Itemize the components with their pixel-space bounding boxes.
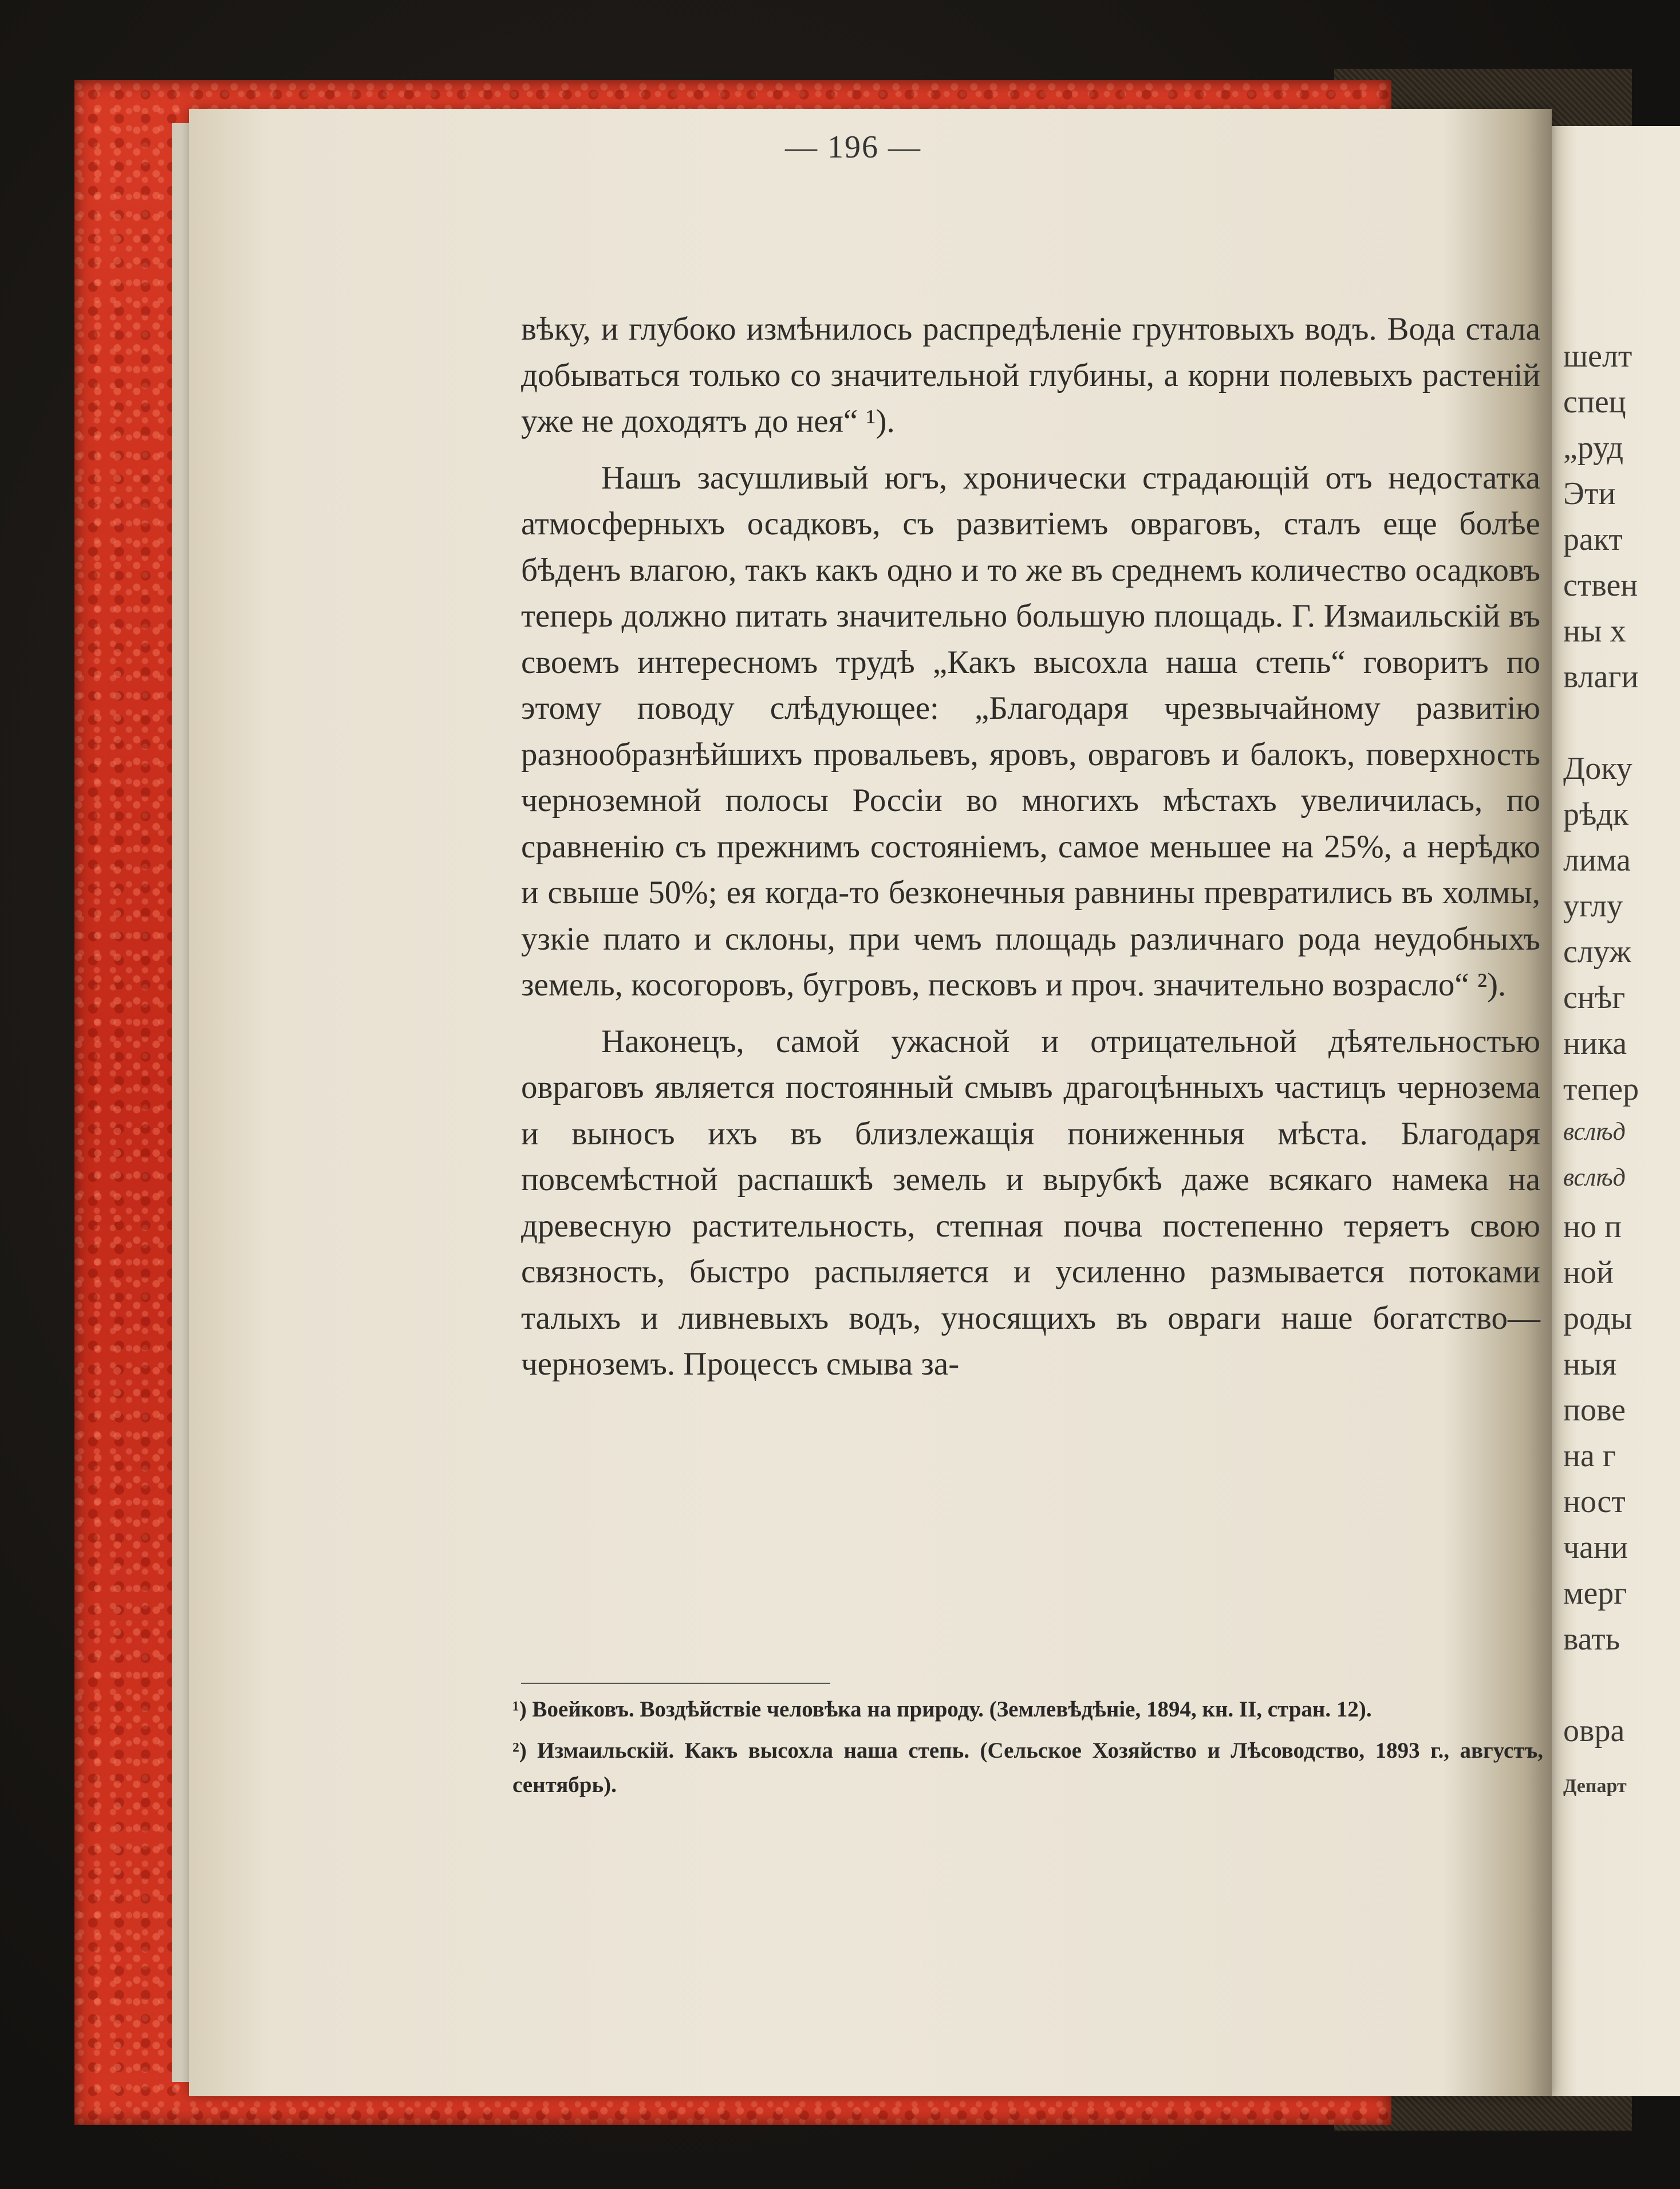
next-page-fragment: снѣг: [1563, 980, 1626, 1015]
next-page-edge: [1546, 126, 1680, 2096]
next-page-fragment: но п: [1563, 1209, 1622, 1245]
footnotes: [512, 1692, 1543, 1802]
next-page-fragment: роды: [1563, 1301, 1632, 1336]
next-page-fragment: ной: [1563, 1255, 1614, 1290]
footnote: ¹) Воейковъ. Воздѣйствіе человѣка на природу. (Землевѣдѣніе, 1894, кн. II, стран. 12).: [512, 1697, 1372, 1722]
next-page-fragment: Эти: [1563, 476, 1616, 511]
next-page-fragment: ны х: [1563, 613, 1626, 649]
next-page-fragment: шелт: [1563, 338, 1632, 374]
next-page-fragment: служ: [1563, 934, 1631, 970]
paragraph: Нашъ засушливый югъ, хронически страдающій отъ недостатка атмосферныхъ осадковъ, съ развитіемъ овраговъ, сталъ еще болѣе бѣденъ влагою, такъ какъ одно и то же въ среднемъ количество осадковъ теперь должно питать значительно большую площадь. Г. Измаильскій въ своемъ интересномъ трудѣ „Какъ высохла наша степь“ говоритъ по этому поводу слѣдующее: „Благодаря чрезвычайному развитію разнообразнѣйшихъ провальевъ, яровъ, овраговъ и балокъ, поверхность черноземной полосы Россіи во многихъ мѣстахъ увеличилась, по сравненію съ прежнимъ состояніемъ, самое меньшее на 25%, а нерѣдко и свыше 50%; ея когда-то безконечныя равнины превратились въ холмы, узкіе плато и склоны, при чемъ площадь различнаго рода неудобныхъ земель, косогоровъ, бугровъ, песковъ и проч. значительно возрасло“ ²).: [521, 459, 1540, 1003]
next-page-fragment: овра: [1563, 1713, 1625, 1749]
next-page-fragment: влаги: [1563, 659, 1639, 695]
next-page-fragment: углу: [1563, 888, 1623, 924]
next-page-fragment: спец: [1563, 384, 1626, 420]
next-page-fragment: ствен: [1563, 568, 1638, 603]
next-page-fragment: мерг: [1563, 1576, 1627, 1611]
paragraph: Наконецъ, самой ужасной и отрицательной дѣятельностью овраговъ является постоянный смывъ драгоцѣнныхъ частицъ чернозема и выносъ ихъ въ близлежащія пониженныя мѣста. Благодаря повсемѣстной распашкѣ земель и вырубкѣ даже всякаго намека на древесную растительность, степная почва постепенно теряетъ свою связность, быстро распыляется и усиленно размывается потоками талыхъ и ливневыхъ водъ, уносящихъ въ овраги наше богатство—черноземъ. Процессъ смыва за-: [521, 1023, 1540, 1382]
next-page-fragment: рѣдк: [1563, 797, 1629, 832]
paragraph: вѣку, и глубоко измѣнилось распредѣленіе грунтовыхъ водъ. Вода стала добываться только со значительной глубины, а корни полевыхъ растеній уже не доходятъ до нея“ ¹).: [521, 311, 1540, 439]
next-page-fragment: чани: [1563, 1530, 1628, 1565]
page-number: — 196 —: [785, 129, 921, 165]
next-page-fragment: лима: [1563, 842, 1631, 878]
next-page-fragment: Департ: [1563, 1775, 1627, 1797]
next-page-fragment: пове: [1563, 1392, 1626, 1428]
next-page-fragment: вать: [1563, 1621, 1620, 1657]
next-page-fragment: ракт: [1563, 522, 1623, 557]
next-page-fragment: ност: [1563, 1484, 1626, 1519]
body-text: [521, 306, 1540, 1388]
next-page-fragment: Доку: [1563, 751, 1632, 786]
next-page-fragment: вслѣд: [1563, 1163, 1626, 1191]
footnote: ²) Измаильскій. Какъ высохла наша степь. (Сельское Хозяйство и Лѣсоводство, 1893 г., августъ, сентябрь).: [512, 1738, 1543, 1797]
next-page-fragment: на г: [1563, 1438, 1616, 1474]
next-page-fragment: ныя: [1563, 1347, 1617, 1382]
next-page-fragment: вслѣд: [1563, 1117, 1626, 1145]
next-page-fragment: „руд: [1563, 430, 1624, 466]
next-page-fragment: ника: [1563, 1026, 1627, 1061]
footnote-divider: [521, 1683, 830, 1684]
next-page-fragment: тепер: [1563, 1072, 1639, 1107]
